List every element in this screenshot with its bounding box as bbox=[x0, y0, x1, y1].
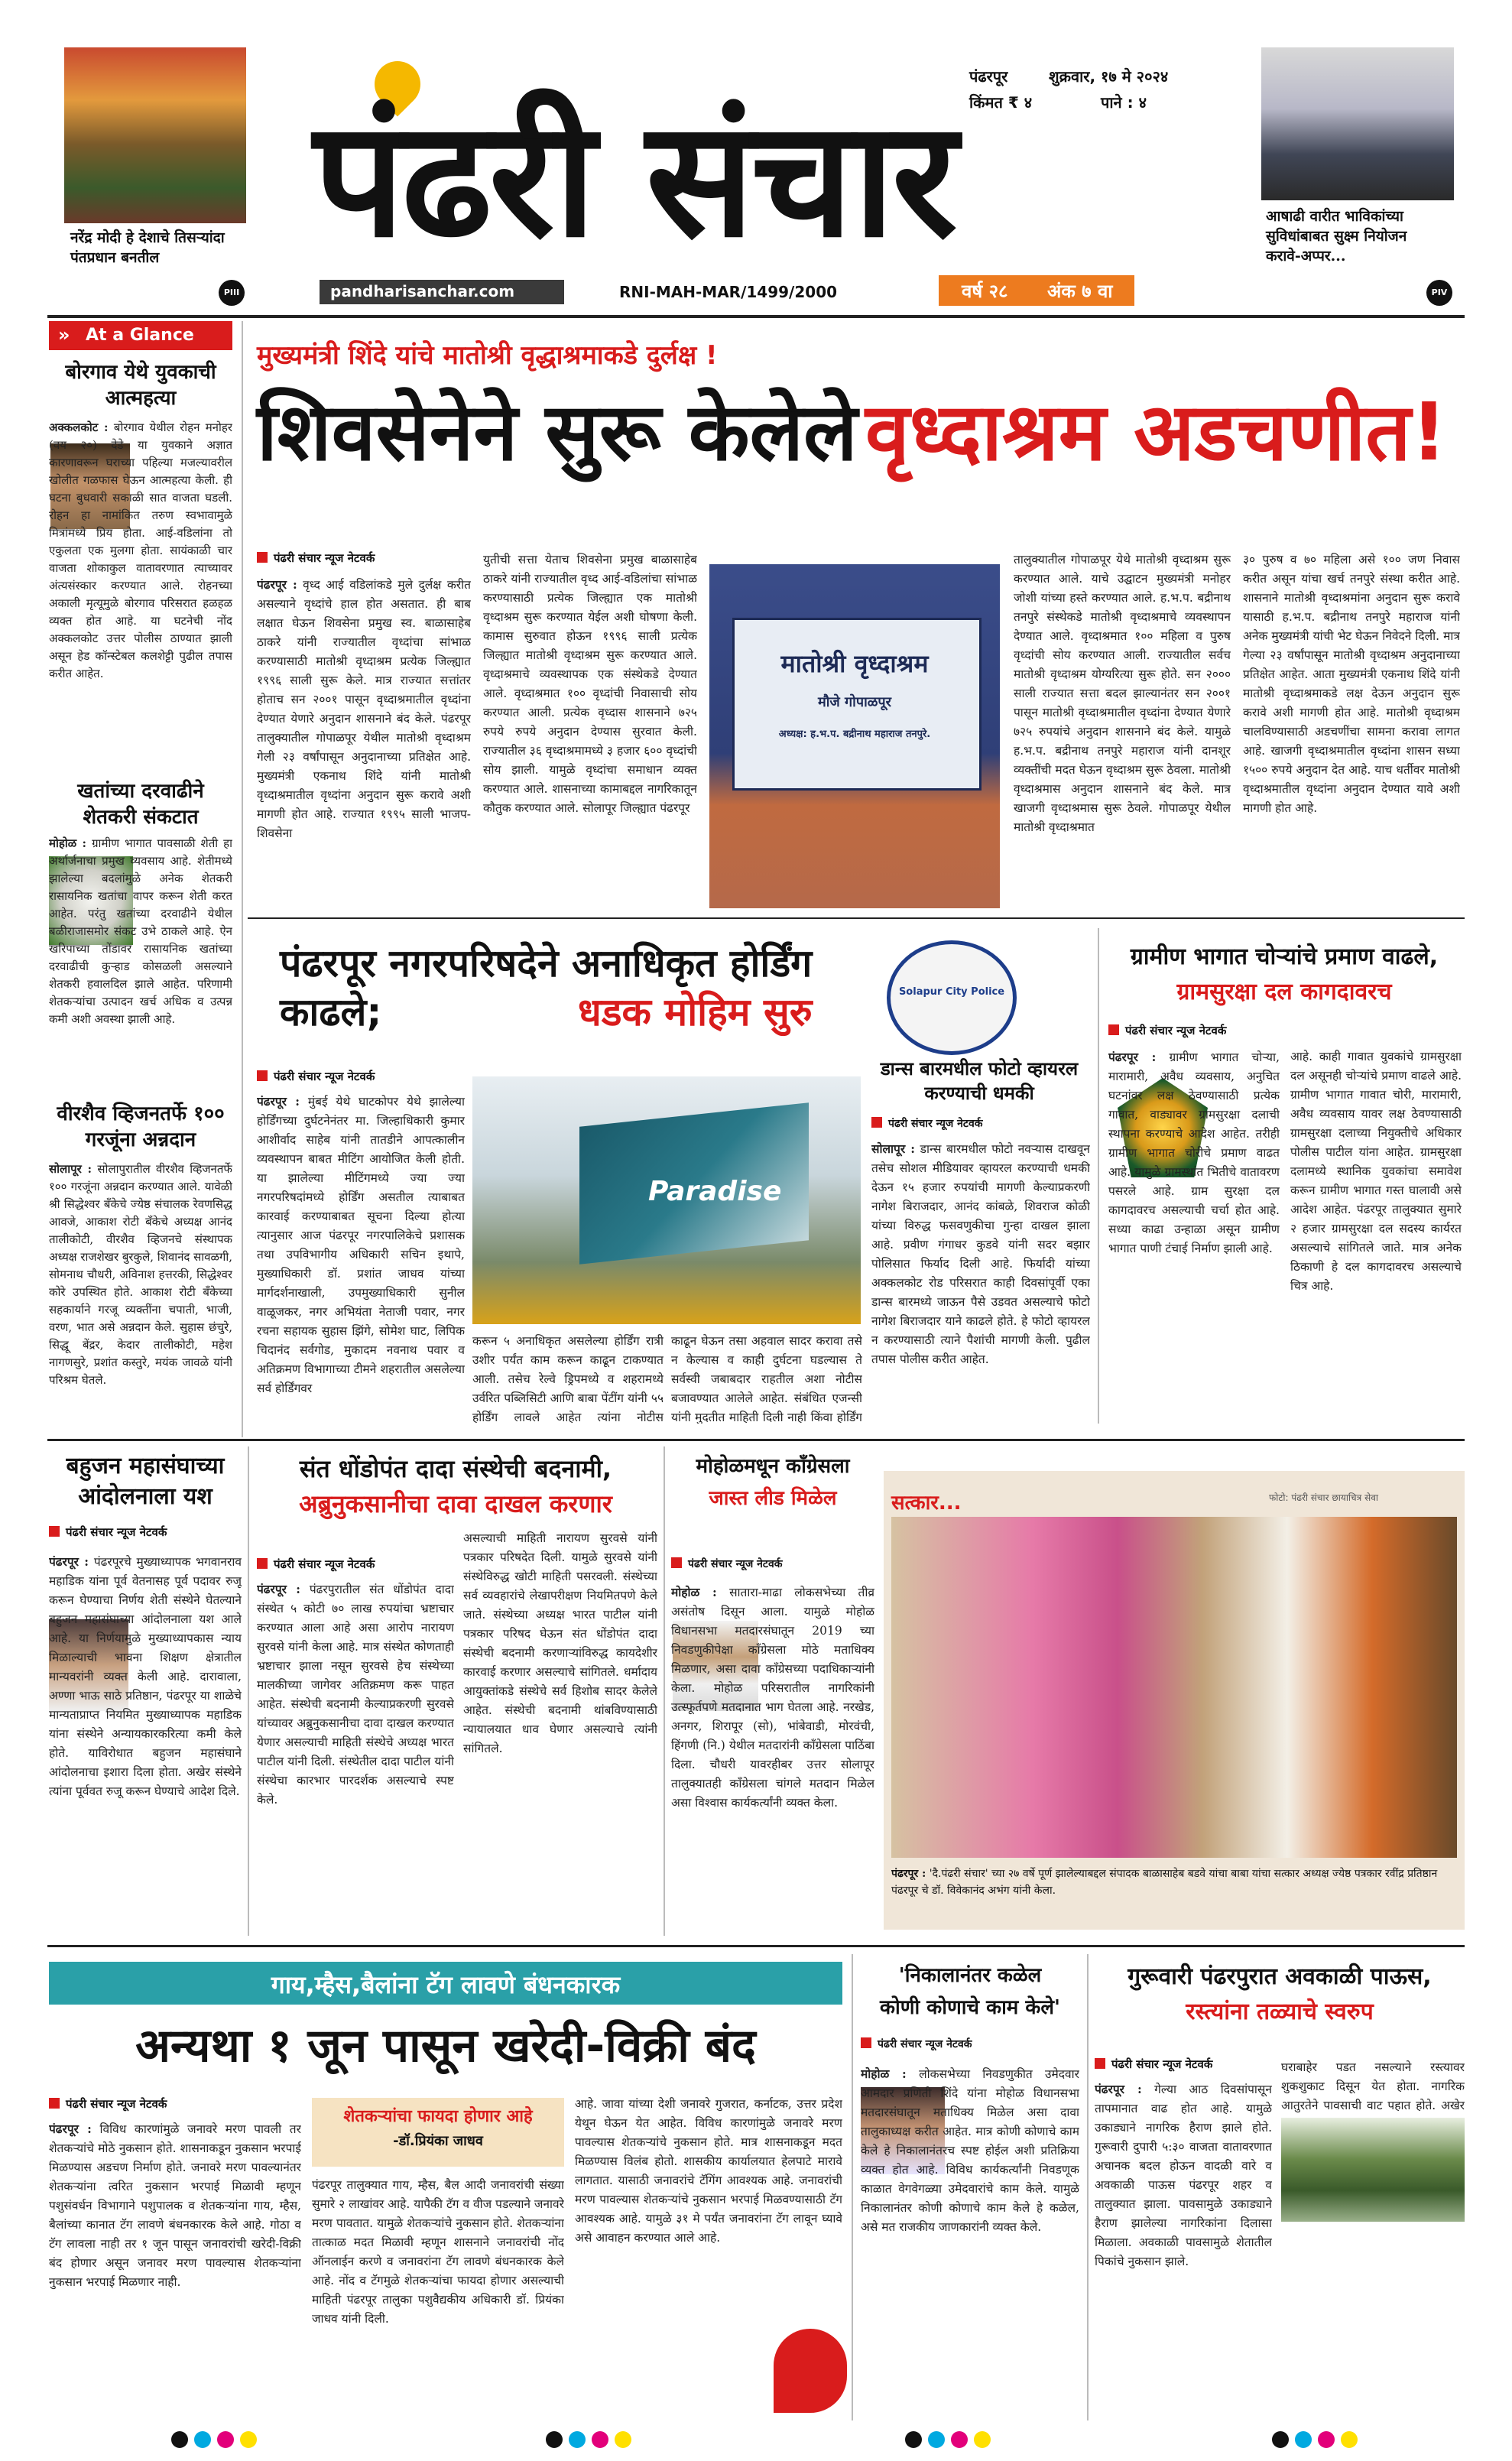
cattle-col-2: पंढरपूर तालुक्यात गाय, म्हैस, बैल आदी जनावरांची संख्या सुमारे २ लाखांवर आहे. यापैकी टॅग व वीज पडल्याने जनावरे मरण पावतात. यामुळे शेतकऱ्यांचे नुकसान होते. शेतकऱ्यांना तात्काळ मदत मिळावी म्हणून शासनाने जनावरांची नोंद ऑनलाईन करणे व जनावरांना टॅग लावणे बंधनकारक केले आहे. नोंद व टॅगमुळे शेतकऱ्यांचा फायदा होणार असल्याची माहिती पंढरपूर तालुका पशुवैद्यकीय अधिकारी डॉ. प्रियंका जाधव यांनी दिली. bbox=[312, 2178, 564, 2326]
bahujan-text: पंढरपूर : पंढरपूरचे मुख्याध्यापक भगवानराव महाडिक यांना पूर्व वेतनासह पूर्व पदावर रुजू करून घेण्याचा निर्णय शेती संस्थेने घेतल्याने बहुजन महासंघाच्या आंदोलनाला यश आले आहे. या निर्णयामुळे मुख्याध्यापकास न्याय मिळाल्याची भावना शिक्षण क्षेत्रातील मान्यवरांनी व्यक्त केली आहे. दारावाला, अण्णा भाऊ साठे प्रतिष्ठान, पंढरपूर या शाळेचे मान्यताप्राप्त नियमित मुख्याध्यापक महाडिक यांना संस्थेने अन्यायकारकरित्या कमी केले होते. याविरोधात बहुजन महासंघाने आंदोलनाचा इशारा दिला होता. अखेर संस्थेने त्यांना पूर्ववत रुजू करून घेण्याचे आदेश दिले. bbox=[49, 1554, 242, 1798]
satkar-photo[interactable] bbox=[891, 1517, 1457, 1858]
year-label: वर्ष २८ bbox=[962, 281, 1008, 302]
reg-mark bbox=[974, 2431, 991, 2448]
reg-mark bbox=[615, 2431, 631, 2448]
dance-text: सोलापूर : डान्स बारमधील फोटो नवऱ्यास दाखवून तसेच सोशल मीडियावर व्हायरल करण्याची धमकी देऊन १५ हजार रुपयांची मागणी केल्याप्रकरणी नागेश बिराजदार, आनंद कांबळे, शिवराज कोळी यांच्या विरुद्ध फसवणुकीचा गुन्हा दाखल झाला आहे. प्रवीण गंगाधर कुडवे यांनी सदर बझार पोलिसात फिर्याद दिली आहे. फिर्यादी यांच्या अक्कलकोट रोड परिसरात काही दिवसांपूर्वी एका डान्स बारमध्ये जाऊन पैसे उडवत असल्याचे फोटो नागेश बिराजदार याने काढले होते. हे फोटो व्हायरल न करण्यासाठी त्याने पैशांची मागणी केली. पुढील तपास पोलीस करीत आहेत. bbox=[871, 1141, 1090, 1366]
reg-mark bbox=[905, 2431, 922, 2448]
hoarding-col-3: काढून घेऊन तसा अहवाल सादर करावा तसे न केल्यास व काही दुर्घटना घडल्यास ते सर्वस्वी जबाबदार राहतील अशा नोटीस बजावण्यात आलेले आहेत. संबंधित एजन्सी यांनी मुदतीत माहिती दिली नाही किंवा होर्डिंग bbox=[671, 1334, 862, 1424]
reg-mark bbox=[546, 2431, 563, 2448]
sign-title: मातोश्री वृध्दाश्रम bbox=[780, 649, 929, 678]
police-logo-text: Solapur City Police bbox=[898, 986, 1005, 998]
sign-village: मौजे गोपाळपूर bbox=[818, 694, 891, 710]
dance-headline: डान्स बारमधील फोटो व्हायरल करण्याची धमकी bbox=[880, 1058, 1079, 1104]
lead-bottom-rule bbox=[248, 917, 1465, 919]
sant-divider bbox=[664, 1446, 665, 1936]
reg-mark bbox=[928, 2431, 945, 2448]
cattle-col-1: पंढरपूर : विविध कारणांमुळे जनावरे मरण पावली तर शेतकऱ्यांचे मोठे नुकसान होते. शासनाकडून नुकसान भरपाई मिळण्यास अडचण निर्माण होते. जनावरे मरण पावल्यानंतर शेतकऱ्यांना त्वरित नुकसान भरपाई मिळावी म्हणून पशुसंवर्धन विभागाने पशुपालक व शेतकऱ्यांना गाय, म्हैस, बैलांच्या कानात टॅग लावणे बंधनकारक केले आहे. गोठा व टॅग लावला नाही तर १ जून पासून जनावरांची खरेदी-विक्री बंद होणार असून जनावर मरण पावल्यास शेतकऱ्यांना नुकसान भरपाई मिळणार नाही. bbox=[49, 2122, 301, 2289]
police-logo bbox=[887, 940, 1017, 1055]
cattle-box-author: -डॉ.प्रियंका जाधव bbox=[393, 2133, 483, 2149]
place-label: पंढरपूर bbox=[969, 67, 1008, 86]
glance-title-2: वीरशैव व्हिजनतर्फे १०० गरजूंना अन्नदान bbox=[57, 1102, 225, 1151]
glance-title-1: खतांच्या दरवाढीने शेतकरी संकटात bbox=[77, 780, 204, 829]
reg-mark bbox=[592, 2431, 608, 2448]
rni-number: RNI-MAH-MAR/1499/2000 bbox=[619, 283, 838, 301]
reg-mark bbox=[217, 2431, 234, 2448]
reg-mark bbox=[1295, 2431, 1312, 2448]
sant-col-2: असल्याची माहिती नारायण सुरवसे यांनी पत्रकार परिषदेत दिली. यामुळे सुरवसे यांनी संस्थेविरुद्ध खोटी माहिती पसरवली. संस्थेच्या सर्व व्यवहारांचे लेखापरीक्षण नियमितपणे केले जाते. संस्थेच्या अध्यक्ष भारत पाटील यांनी पत्रकार परिषद घेऊन संत धोंडोपंत दादा संस्थेची बदनामी करणाऱ्यांविरुद्ध कायदेशीर कारवाई करणार असल्याचे सांगितले. धर्मादाय आयुक्तांकडे संस्थेचे सर्व हिशोब सादर केलेले आहेत. संस्थेची बदनामी थांबविण्यासाठी न्यायालयात धाव घेणार असल्याचे त्यांनी सांगितले. bbox=[463, 1531, 657, 1755]
reg-mark bbox=[240, 2431, 257, 2448]
lead-col-3: तालुक्यातील गोपाळपूर येथे मातोश्री वृध्दाश्रम सुरू करण्यात आले. याचे उद्घाटन मुख्यमंत्री मनोहर जोशी यांच्या हस्ते करण्यात आले. ह.भ.प. बद्रीनाथ तनपुरे संस्थेकडे मातोश्री वृध्दाश्रमाचे व्यवस्थापन देण्यात आले. वृध्दाश्रमात १०० महिला व पुरुष वृध्दांची सोय करण्यात आली. राज्यातील सर्वच मातोश्री वृध्दाश्रम योग्यरित्या सुरू होते. सन २००० साली राज्यात सत्ता बदल झाल्यानंतर सन २००१ पासून मातोश्री वृध्दाश्रमातील वृध्दांना देण्यात येणारे ७२५ रुपयांचे अनुदान शासनाने बंद केले. यामुळे ह.भ.प. बद्रीनाथ तनपुरे महाराज यांनी दानशूर व्यक्तींची मदत घेऊन वृध्दाश्रम सुरू ठेवला. मातोश्री वृध्दाश्रमास अनुदान शासनाने बंद केले. मात्र खाजगी वृध्दाश्रमास सुरू ठेवले. गोपाळपूर येथील मातोश्री वृध्दाश्रमात bbox=[1014, 553, 1231, 834]
reg-mark bbox=[171, 2431, 188, 2448]
dance-byline: पंढरी संचार न्यूज नेटवर्क bbox=[871, 1116, 983, 1131]
gram-headline-black: ग्रामीण भागात चोऱ्यांचे प्रमाण वाढले, bbox=[1130, 943, 1439, 970]
reg-mark bbox=[194, 2431, 211, 2448]
gram-col-1: पंढरपूर : ग्रामीण भागात चोऱ्या, मारामारी, अवैध व्यवसाय, अनुचित घटनांवर लक्ष ठेवण्यासाठी प्रत्येक गावात, वाड्यावर ग्रामसुरक्षा दलाची स्थापना करण्याचे आदेश आहेत. तरीही ग्रामीण भागात चोरीचे प्रमाण वाढत आहे. यामुळे ग्रामस्थांत भितीचे वातावरण पसरले आहे. ग्राम सुरक्षा दल कागदावरच असल्याची चर्चा होत आहे. सध्या काढा उन्हाळा असून ग्रामीण भागात पाणी टंचाई निर्माण झाली आहे. bbox=[1108, 1050, 1280, 1255]
cattle-box-title: शेतकऱ्यांचा फायदा होणार आहे bbox=[343, 2107, 533, 2126]
bahujan-divider bbox=[248, 1446, 249, 1936]
reg-mark bbox=[1272, 2431, 1289, 2448]
hoarding-headline-black: पंढरपूर नगरपरिषदेने अनाधिकृत होर्डिंग काढले; bbox=[280, 941, 813, 1034]
nikal-byline: पंढरी संचार न्यूज नेटवर्क bbox=[861, 2037, 972, 2051]
billboard-text: Paradise bbox=[648, 1176, 782, 1207]
left-teaser-caption: नरेंद्र मोदी हे देशाचे तिसऱ्यांदा पंतप्रधान बनतील bbox=[70, 229, 225, 266]
bahujan-headline: बहुजन महासंघाच्या आंदोलनाला यश bbox=[66, 1453, 225, 1510]
rain-headline-black: गुरूवारी पंढरपुरात अवकाळी पाऊस, bbox=[1128, 1963, 1432, 1990]
glance-text-0: अक्कलकोट : बोरगाव येथील रोहन मनोहर (वय २०) देडे या युवकाने अज्ञात कारणावरून घराच्या पहिल्या मजल्यावरील खोलीत गळफास घेऊन आत्महत्या केली. ही घटना बुधवारी सकाळी सात वाजता घडली. रोहन हा नामांकित तरुण स्वभावामुळे मित्रांमध्ये प्रिय होता. आई-वडिलांना तो एकुलता एक मुलगा होता. सायंकाळी चार वाजता शोकाकुल वातावरणात त्याच्यावर अंत्यसंस्कार करण्यात आले. रोहनच्या अकाली मृत्यूमुळे बोरगाव परिसरात हळहळ व्यक्त होत आहे. या घटनेची नोंद अक्कलकोट उत्तर पोलीस ठाण्यात झाली असून हेड कॉन्स्टेबल कलशेट्टी पुढील तपास करीत आहेत. bbox=[49, 420, 232, 680]
glance-label: At a Glance bbox=[86, 326, 194, 345]
satkar-credit: फोटो: पंढरी संचार छायाचित्र सेवा bbox=[1269, 1492, 1378, 1503]
hoarding-col-2: करून ५ अनाधिकृत असलेल्या होर्डिंग रात्री उशीर पर्यंत काम करून काढून टाकण्यात आली. तसेच रेल्वे ड्रिपमध्ये व शहरामध्ये उर्वरित पब्लिसिटी आणि बाबा पेंटींग यांनी ५५ होर्डिंग लावले आहेत त्यांना नोटीस bbox=[472, 1334, 664, 1424]
price-label: किंमत ₹ ४ bbox=[969, 93, 1033, 112]
gram-divider bbox=[1098, 928, 1099, 1424]
glance-title-0: बोरगाव येथे युवकाची आत्महत्या bbox=[65, 361, 216, 410]
lead-col-1: पंढरपूर : वृध्द आई वडिलांकडे मुले दुर्लक्ष करीत असल्याने वृध्दांचे हाल होत असतात. ही बाब लक्षात घेऊन शिवसेना प्रमुख स्व. बाळासाहेब ठाकरे यांनी राज्यातील वृध्दांचा सांभाळ करण्यासाठी मातोश्री वृध्दाश्रम प्रत्येक जिल्ह्यात १९९६ साली सुरू केले. मात्र राज्यात सत्तांतर होताच सन २००१ पासून वृध्दाश्रमातील वृध्दांना देण्यात येणारे अनुदान शासनाने बंद केले. पंढरपूर तालुक्यातील गोपाळपूर येथील मातोश्री वृध्दाश्रम गेली २३ वर्षांपासून अनुदानाच्या प्रतिक्षेत आहे. मुख्यमंत्री एकनाथ शिंदे यांनी मातोश्री वृध्दाश्रमातील वृध्दांना अनुदान सुरू करावे अशी मागणी होत आहे. राज्यात १९९५ साली भाजप-शिवसेना bbox=[257, 577, 471, 840]
pandhari-sanchar-logo bbox=[774, 2329, 847, 2413]
lead-headline-black: शिवसेनेने सुरू केलेले bbox=[257, 385, 858, 479]
cattle-byline: पंढरी संचार न्यूज नेटवर्क bbox=[49, 2096, 167, 2112]
hoarding-headline-red: धडक मोहिम सुरु bbox=[578, 990, 813, 1034]
hoarding-photo[interactable] bbox=[472, 1076, 861, 1324]
reg-mark bbox=[1318, 2431, 1335, 2448]
lead-photo-sign[interactable] bbox=[709, 564, 1000, 908]
rain-col-1: पंढरपूर : गेल्या आठ दिवसांपासून तापमानात वाढ होत आहे. यामुळे उकाड्याने नागरिक हैराण झाले होते. गुरूवारी दुपारी ५:३० वाजता वातावरणात अचानक बदल होऊन वादळी वारे व अवकाळी पाऊस पंढरपूर शहर व तालुक्यात झाला. पावसामुळे उकाड्याने हैराण झालेल्या नागरिकांना दिलासा मिळाला. अवकाळी पावसामुळे शेतातील पिकांचे नुकसान झाले. bbox=[1095, 2082, 1272, 2268]
website-link[interactable]: pandharisanchar.com bbox=[330, 282, 515, 300]
lead-col-4: ३० पुरुष व ७० महिला असे १०० जण निवास करीत असून यांचा खर्च तनपुरे संस्था करीत आहे. शासनाने मातोश्री वृध्दाश्रमांना अनुदान सुरू करावे यासाठी ह.भ.प. बद्रीनाथ तनपुरे महाराज यांनी अनेक मुख्यमंत्री यांची भेट घेऊन निवेदने दिली. मात्र गेल्या २३ वर्षांपासून मातोश्री वृध्दाश्रम अनुदानाच्या प्रतिक्षेत आहेत. आता मुख्यमंत्री एकनाथ शिंदे यांनी मातोश्री वृध्दाश्रमाकडे लक्ष देऊन अनुदान सुरू करावे अशी मागणी होत आहे. मातोश्री वृध्दाश्रम चालविण्यासाठी अडचणींचा सामना करावा लागत आहे. खाजगी वृध्दाश्रमातील वृध्दांना शासन सध्या १५०० रुपये अनुदान देत आहे. याच धर्तीवर मातोश्री वृध्दाश्रमातील वृध्दांना अनुदान देण्यात यावे अशी मागणी होत आहे. bbox=[1243, 553, 1460, 815]
cattle-headline: अन्यथा १ जून पासून खरेदी-विक्री बंद bbox=[135, 2019, 756, 2073]
lead-col-2: युतीची सत्ता येताच शिवसेना प्रमुख बाळासाहेब ठाकरे यांनी राज्यातील वृध्द आई-वडिलांचा सांभाळ करण्यासाठी प्रत्येक जिल्ह्यात एक मातोश्री वृध्दाश्रम सुरू करण्यात येईल अशी घोषणा केली. कामास सुरुवात होऊन १९९६ साली प्रत्येक जिल्ह्यात मातोश्री वृध्दाश्रम सुरू करण्यात आले. वृध्दाश्रमाचे व्यवस्थापक एक संस्थेकडे देण्यात आले. वृध्दाश्रमात १०० वृध्दांची निवासाची सोय करण्यात आली. प्रत्येक वृध्दास शासनाने ७२५ रुपये रुपये अनुदान देण्यास सुरवात केली. राज्यातील ३६ वृध्दाश्रमामध्ये ३ हजार ६०० वृध्दांची सोय झाली. यामुळे वृध्दांचा समाधान व्यक्त करण्यात आले. शासनाच्या कामाबद्दल नागरिकातून कौतुक करण्यात आले. सोलापूर जिल्ह्यात पंढरपूर bbox=[483, 553, 697, 815]
nikal-divider bbox=[852, 1954, 853, 2420]
masthead-rule bbox=[47, 315, 1465, 318]
right-teaser-photo[interactable] bbox=[1261, 47, 1454, 200]
right-teaser-caption: आषाढी वारीत भाविकांच्या सुविधांबाबत सुक्ष्म नियोजन करावे-अप्पर... bbox=[1266, 208, 1407, 265]
pages-label: पाने : ४ bbox=[1101, 93, 1147, 112]
mohol-headline-red: जास्त लीड मिळेल bbox=[709, 1487, 837, 1510]
sign-chairman: अध्यक्ष: ह.भ.प. बद्रीनाथ महाराज तनपुरे. bbox=[778, 729, 931, 740]
rain-byline: पंढरी संचार न्यूज नेटवर्क bbox=[1095, 2057, 1212, 2072]
sant-headline-red: अब्रुनुकसानीचा दावा दाखल करणार bbox=[299, 1489, 612, 1518]
sant-col-1: पंढरपूर : पंढरपुरातील संत धोंडोपंत दादा संस्थेत ५ कोटी ७० लाख रुपयांचा भ्रष्टाचार करण्यात आला आहे असा आरोप नारायण सुरवसे यांनी केला आहे. मात्र संस्थेत कोणताही भ्रष्टाचार झाला नसून सुरवसे हेच संस्थेच्या मालकीच्या जागेवर अतिक्रमण करू पाहत आहेत. संस्थेची बदनामी केल्याप्रकरणी सुरवसे यांच्यावर अब्रुनुकसानीचा दावा दाखल करण्यात येणार असल्याची माहिती संस्थेचे अध्यक्ष भारत पाटील यांनी दिली. संस्थेतील दादा पाटील यांनी संस्थेचा कारभार पारदर्शक असल्याचे स्पष्ट केले. bbox=[257, 1582, 454, 1807]
gram-headline-red: ग्रामसुरक्षा दल कागदावरच bbox=[1176, 979, 1392, 1005]
reg-mark bbox=[951, 2431, 968, 2448]
nikal-headline-red: कोणी कोणाचे काम केले' bbox=[880, 1996, 1060, 2019]
cattle-kicker: गाय,म्हैस,बैलांना टॅग लावणे बंधनकारक bbox=[271, 1970, 621, 1999]
lower-rule bbox=[47, 1945, 1465, 1947]
sant-byline: पंढरी संचार न्यूज नेटवर्क bbox=[257, 1557, 375, 1572]
reg-mark bbox=[1341, 2431, 1358, 2448]
issue-label: अंक ७ वा bbox=[1047, 281, 1113, 302]
rain-col-2a: घराबाहेर पडत नसल्याने रस्त्यावर शुकशुकाट दिसून येत होता. नागरिक आतुरतेने पावसाची वाट पहात होते. अखेर bbox=[1281, 2060, 1465, 2112]
hoarding-byline: पंढरी संचार न्यूज नेटवर्क bbox=[257, 1069, 375, 1084]
gram-byline: पंढरी संचार न्यूज नेटवर्क bbox=[1108, 1023, 1226, 1038]
gram-col-2: आहे. काही गावात युवकांचे ग्रामसुरक्षा दल असूनही चोऱ्यांचे प्रमाण वाढले आहे. ग्रामीण भागात गावात चोरी, मारामारी, अवैध व्यवसाय यावर लक्ष ठेवण्यासाठी ग्रामसुरक्षा दलाच्या नियुक्तीचे अधिकार पोलीस पाटील यांना आहेत. ग्रामसुरक्षा दलामध्ये स्थानिक युवकांचा समावेश करून ग्रामीण भागात गस्त घालावी असे आदेश आहेत. पंढरपूर तालुक्यात सुमारे २ हजार ग्रामसुरक्षा दल सदस्य कार्यरत असल्याचे सांगितले जाते. मात्र अनेक ठिकाणी हे दल कागदावरच असल्याचे चित्र आहे. bbox=[1290, 1050, 1462, 1293]
nikal-headline-black: 'निकालानंतर कळेल bbox=[898, 1964, 1042, 1987]
right-teaser-page: PIV bbox=[1426, 280, 1452, 306]
sant-headline-black: संत धोंडोपंत दादा संस्थेची बदनामी, bbox=[299, 1454, 612, 1483]
satkar-label: सत्कार... bbox=[891, 1492, 962, 1515]
left-teaser-page: PIII bbox=[219, 280, 245, 306]
masthead-title: पंढरी संचार bbox=[313, 86, 955, 273]
rain-headline-red: रस्त्यांना तळ्याचे स्वरुप bbox=[1186, 1998, 1374, 2025]
lead-kicker: मुख्यमंत्री शिंदे यांचे मातोश्री वृद्धाश्रमाकडे दुर्लक्ष ! bbox=[257, 340, 718, 371]
chevron-right-icon: » bbox=[58, 324, 70, 346]
date-label: शुक्रवार, १७ मे २०२४ bbox=[1049, 67, 1169, 86]
glance-divider bbox=[242, 321, 243, 1437]
middle-rule bbox=[47, 1439, 1465, 1441]
nikal-text: मोहोळ : लोकसभेच्या निवडणुकीत उमेदवार आमदार प्रणिती शिंदे यांना मोहोळ विधानसभा मतदारसंघातून मताधिक्य मिळेल असा दावा तालुकाध्यक्ष करीत आहेत. मात्र कोणी कोणाचे काम केले हे निकालानंतरच स्पष्ट होईल अशी प्रतिक्रिया व्यक्त होत आहे. विविध कार्यकर्त्यांनी निवडणूक काळात वेगवेगळ्या उमेदवारांचे काम केले. यामुळे निकालानंतर कोणी कोणाचे काम केले हे कळेल, असे मत राजकीय जाणकारांनी व्यक्त केले. bbox=[861, 2067, 1079, 2234]
mohol-byline: पंढरी संचार न्यूज नेटवर्क bbox=[671, 1557, 783, 1571]
reg-mark bbox=[569, 2431, 586, 2448]
glance-text-1: मोहोळ : ग्रामीण भागात पावसाळी शेती हा अर्थार्जनाचा प्रमुख व्यवसाय आहे. शेतीमध्ये झालेल्या बदलांमुळे अनेक शेतकरी रासायनिक खतांचा वापर करून शेती करत आहेत. परंतु खतांच्या दरवाढीने येथील बळीराजासमोर संकट उभे ठाकले आहे. ऐन खरिपाच्या तोंडावर रासायनिक खतांच्या दरवाढीची कुऱ्हाड कोसळली असल्याने शेतकरी हवालदिल झाले आहेत. परिणामी शेतकऱ्यांचा उत्पादन खर्च अधिक व उत्पन्न कमी अशी अवस्था झाली आहे. bbox=[49, 836, 232, 1026]
glance-text-2: सोलापूर : सोलापुरातील वीरशैव व्हिजनतर्फे १०० गरजूंना अन्नदान करण्यात आले. यावेळी श्री सिद्धेश्वर बँकेचे ज्येष्ठ संचालक रेवणसिद्ध आवजे, आकाश रोटी बँकेचे अध्यक्ष आनंद तालीकोटी, वीरशैव व्हिजनचे संस्थापक अध्यक्ष राजशेखर बुरकुले, शिवानंद सावळगी, सोमनाथ चौधरी, अविनाश हत्तरकी, सिद्धेश्वर कोरे उपस्थित होते. आकाश रोटी बँकेच्या सहकार्याने गरजू व्यक्तींना चपाती, भाजी, वरण, भात असे अन्नदान केले. सुहास छंचुरे, सिद्धू बेंद्रर, केदार तालीकोटी, महेश नागणसुरे, प्रशांत कस्तुरे, मयंक जावळे यांनी परिश्रम घेतले. bbox=[49, 1162, 232, 1387]
lead-byline: पंढरी संचार न्यूज नेटवर्क bbox=[257, 550, 375, 566]
hoarding-col-1: पंढरपूर : मुंबई येथे घाटकोपर येथे झालेल्या होर्डिंगच्या दुर्घटनेनंतर मा. जिल्हाधिकारी कुमार आशीर्वाद साहेब यांनी तातडीने आपत्कालीन व्यवस्थापन बाबत मीटिंग आयोजित केली होती. या झालेल्या मीटिंगमध्ये ज्या ज्या नगरपरिषदांमध्ये होर्डिंग असतील त्याबाबत कारवाई करण्याबाबत सूचना दिल्या होत्या त्यानुसार आज पंढरपूर नगरपालिकेचे प्रशासक तथा उपविभागीय अधिकारी सचिन इथापे, मुख्याधिकारी डॉ. प्रशांत जाधव यांच्या मार्गदर्शनाखाली, उपमुख्याधिकारी सुनील वाळूजकर, नगर अभियंता नेताजी पवार, नगर रचना सहायक सुहास झिंगे, सोमेश घाट, लिपिक चिदानंद सर्वगोड, मुकादम नवनाथ पवार व अतिक्रमण विभागाच्या टीमने शहरातील असलेल्या सर्व होर्डिंगवर bbox=[257, 1094, 465, 1395]
rain-photo bbox=[1281, 2118, 1465, 2222]
bahujan-byline: पंढरी संचार न्यूज नेटवर्क bbox=[49, 1524, 167, 1540]
satkar-caption: पंढरपूर : 'दै.पंढरी संचार' च्या २७ वर्षे पूर्ण झालेल्याबद्दल संपादक बाळासाहेब बडवे यांचा बाबा यांचा सत्कार अध्यक्ष ज्येष्ठ पत्रकार रवींद्र प्रतिष्ठान पंढरपूर चे डॉ. विवेकानंद अभंग यांनी केला. bbox=[891, 1868, 1438, 1897]
left-teaser-photo[interactable] bbox=[64, 47, 246, 223]
lead-headline-red: वृध्दाश्रम अडचणीत! bbox=[865, 385, 1448, 479]
mohol-headline-black: मोहोळमधून काँग्रेसला bbox=[696, 1455, 850, 1478]
rain-divider bbox=[1087, 1954, 1089, 2420]
mohol-text: मोहोळ : सातारा-माढा लोकसभेच्या तीव्र असंतोष दिसून आला. यामुळे मोहोळ विधानसभा मतदारसंघातून 2019 च्या निवडणुकीपेक्षा काँग्रेसला मोठे मताधिक्य मिळणार, असा दावा काँग्रेसच्या पदाधिकाऱ्यांनी केला. मोहोळ परिसरातील नागरिकांनी उत्स्फूर्तपणे मतदानात भाग घेतला आहे. नरखेड, अनगर, शिरापूर (सो), भांबेवाडी, मोरवंची, हिंगणी (नि.) येथील मतदारांनी काँग्रेसला पाठिंबा दिला. चौधरी यावरहीबर उत्तर सोलापूर तालुक्यातही काँग्रेसला चांगले मतदान मिळेल असा विश्वास कार्यकर्त्यांनी व्यक्त केला. bbox=[671, 1585, 874, 1810]
cattle-col-3: आहे. जावा यांच्या देशी जनावरे गुजरात, कर्नाटक, उत्तर प्रदेश येथून घेऊन येत आहेत. विविध कारणांमुळे जनावरे मरण पावल्यास शेतकऱ्यांचे नुकसान होते. मात्र शासनाकडून मदत मिळण्यास विलंब होतो. शासकीय कार्यालयात हेलपाटे मारावे लागतात. यासाठी जनावरांचे टॅगिंग आवश्यक आहे. जनावरांची मरण पावल्यास शेतकऱ्यांचे नुकसान भरपाई मिळवण्यासाठी टॅग आवश्यक आहे. यामुळे ३१ मे पर्यंत जनावरांना टॅग लावून घ्यावे असे आवाहन करण्यात आले आहे. bbox=[575, 2097, 842, 2245]
